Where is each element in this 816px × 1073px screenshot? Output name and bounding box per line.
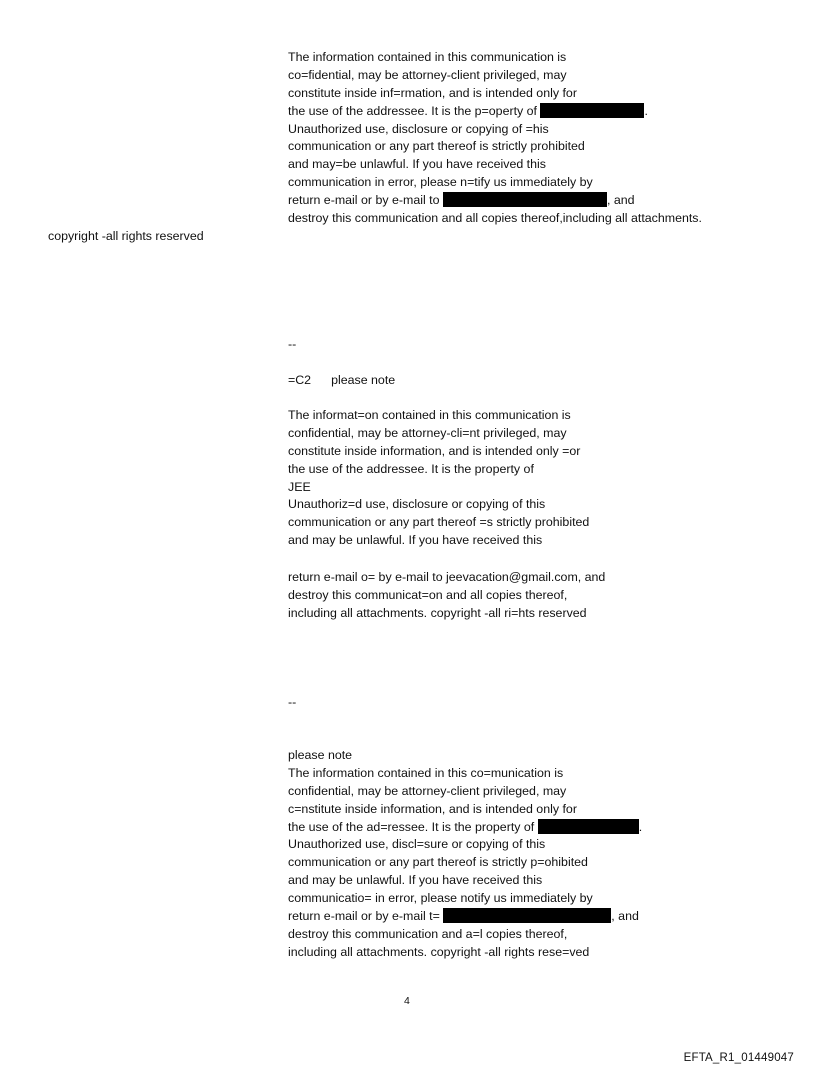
text-segment: , and (606, 193, 635, 208)
text-line: and may be unlawful. If you have received this (288, 873, 543, 888)
text-line: confidential, may be attorney-client privileged, may (288, 783, 567, 798)
text-line-with-redaction (288, 103, 702, 121)
separator: -- (288, 695, 297, 709)
separator: -- (288, 337, 297, 351)
text-segment: the use of the addressee. It is the p=operty of (288, 103, 538, 118)
disclaimer-block-2 (288, 407, 589, 550)
text-line: return e-mail o= by e-mail to jeevacation@gmail.com, and (288, 570, 606, 584)
text-line-with-redaction (288, 819, 642, 837)
page-number: 4 (404, 995, 410, 1007)
text-line: communication or any part thereof =s strictly prohibited (288, 515, 590, 530)
redaction-box (443, 192, 607, 207)
note-heading (288, 372, 395, 390)
text-line: Unauthorized use, disclosure or copying of =his (288, 121, 549, 136)
text-segment: , and (611, 909, 639, 924)
text-line: c=nstitute inside information, and is intended only for (288, 801, 577, 816)
encoding-code: =C2 (288, 373, 312, 387)
copyright-note: copyright -all rights reserved (48, 229, 204, 243)
text-line: Unauthoriz=d use, disclosure or copying of this (288, 497, 546, 512)
text-line: including all attachments. copyright -all rights rese=ved (288, 944, 590, 959)
text-line: The informat=on contained in this communication is (288, 408, 571, 422)
text-line: The information contained in this communication is (288, 50, 567, 64)
text-line-with-redaction (288, 192, 702, 210)
text-line: the use of the addressee. It is the property of (288, 461, 534, 476)
text-line: destroy this communication and all copies thereof,including all attachments. (288, 211, 702, 226)
text-line: constitute inside inf=rmation, and is intended only for (288, 85, 577, 100)
text-line: destroy this communication and a=l copies thereof, (288, 926, 568, 941)
text-line: confidential, may be attorney-cli=nt privileged, may (288, 425, 567, 440)
heading-text: please note (331, 373, 396, 387)
text-line: communication or any part thereof is strictly prohibited (288, 139, 585, 154)
text-line: co=fidential, may be attorney-client privileged, may (288, 67, 567, 82)
text-line: communicatio= in error, please notify us immediately by (288, 891, 593, 906)
disclaimer-block-3 (288, 747, 642, 962)
text-line: and may=be unlawful. If you have received this (288, 157, 546, 172)
disclaimer-block-1 (288, 49, 702, 228)
document-id: EFTA_R1_01449047 (683, 1052, 794, 1064)
text-segment: . (644, 103, 648, 118)
text-line: constitute inside information, and is intended only =or (288, 443, 581, 458)
text-segment: return e-mail or by e-mail to (288, 193, 440, 208)
text-line: and may be unlawful. If you have received this (288, 533, 543, 548)
text-line: Unauthorized use, discl=sure or copying of this (288, 837, 546, 852)
text-segment: . (638, 819, 643, 834)
disclaimer-block-2-continued (288, 569, 605, 623)
text-line: communication or any part thereof is strictly p=ohibited (288, 855, 588, 870)
text-line: destroy this communicat=on and all copies thereof, (288, 587, 568, 602)
text-line: communication in error, please n=tify us immediately by (288, 175, 593, 190)
text-line: The information contained in this co=munication is (288, 765, 564, 780)
text-line: including all attachments. copyright -all ri=hts reserved (288, 605, 587, 620)
text-line-with-redaction (288, 908, 642, 926)
note-heading: please note (288, 748, 353, 762)
text-segment: the use of the ad=ressee. It is the property of (288, 819, 535, 834)
redaction-box (443, 908, 611, 923)
text-segment: return e-mail or by e-mail t= (288, 909, 440, 924)
text-line: JEE (288, 479, 311, 494)
redaction-box (540, 103, 644, 118)
redaction-box (538, 819, 639, 834)
